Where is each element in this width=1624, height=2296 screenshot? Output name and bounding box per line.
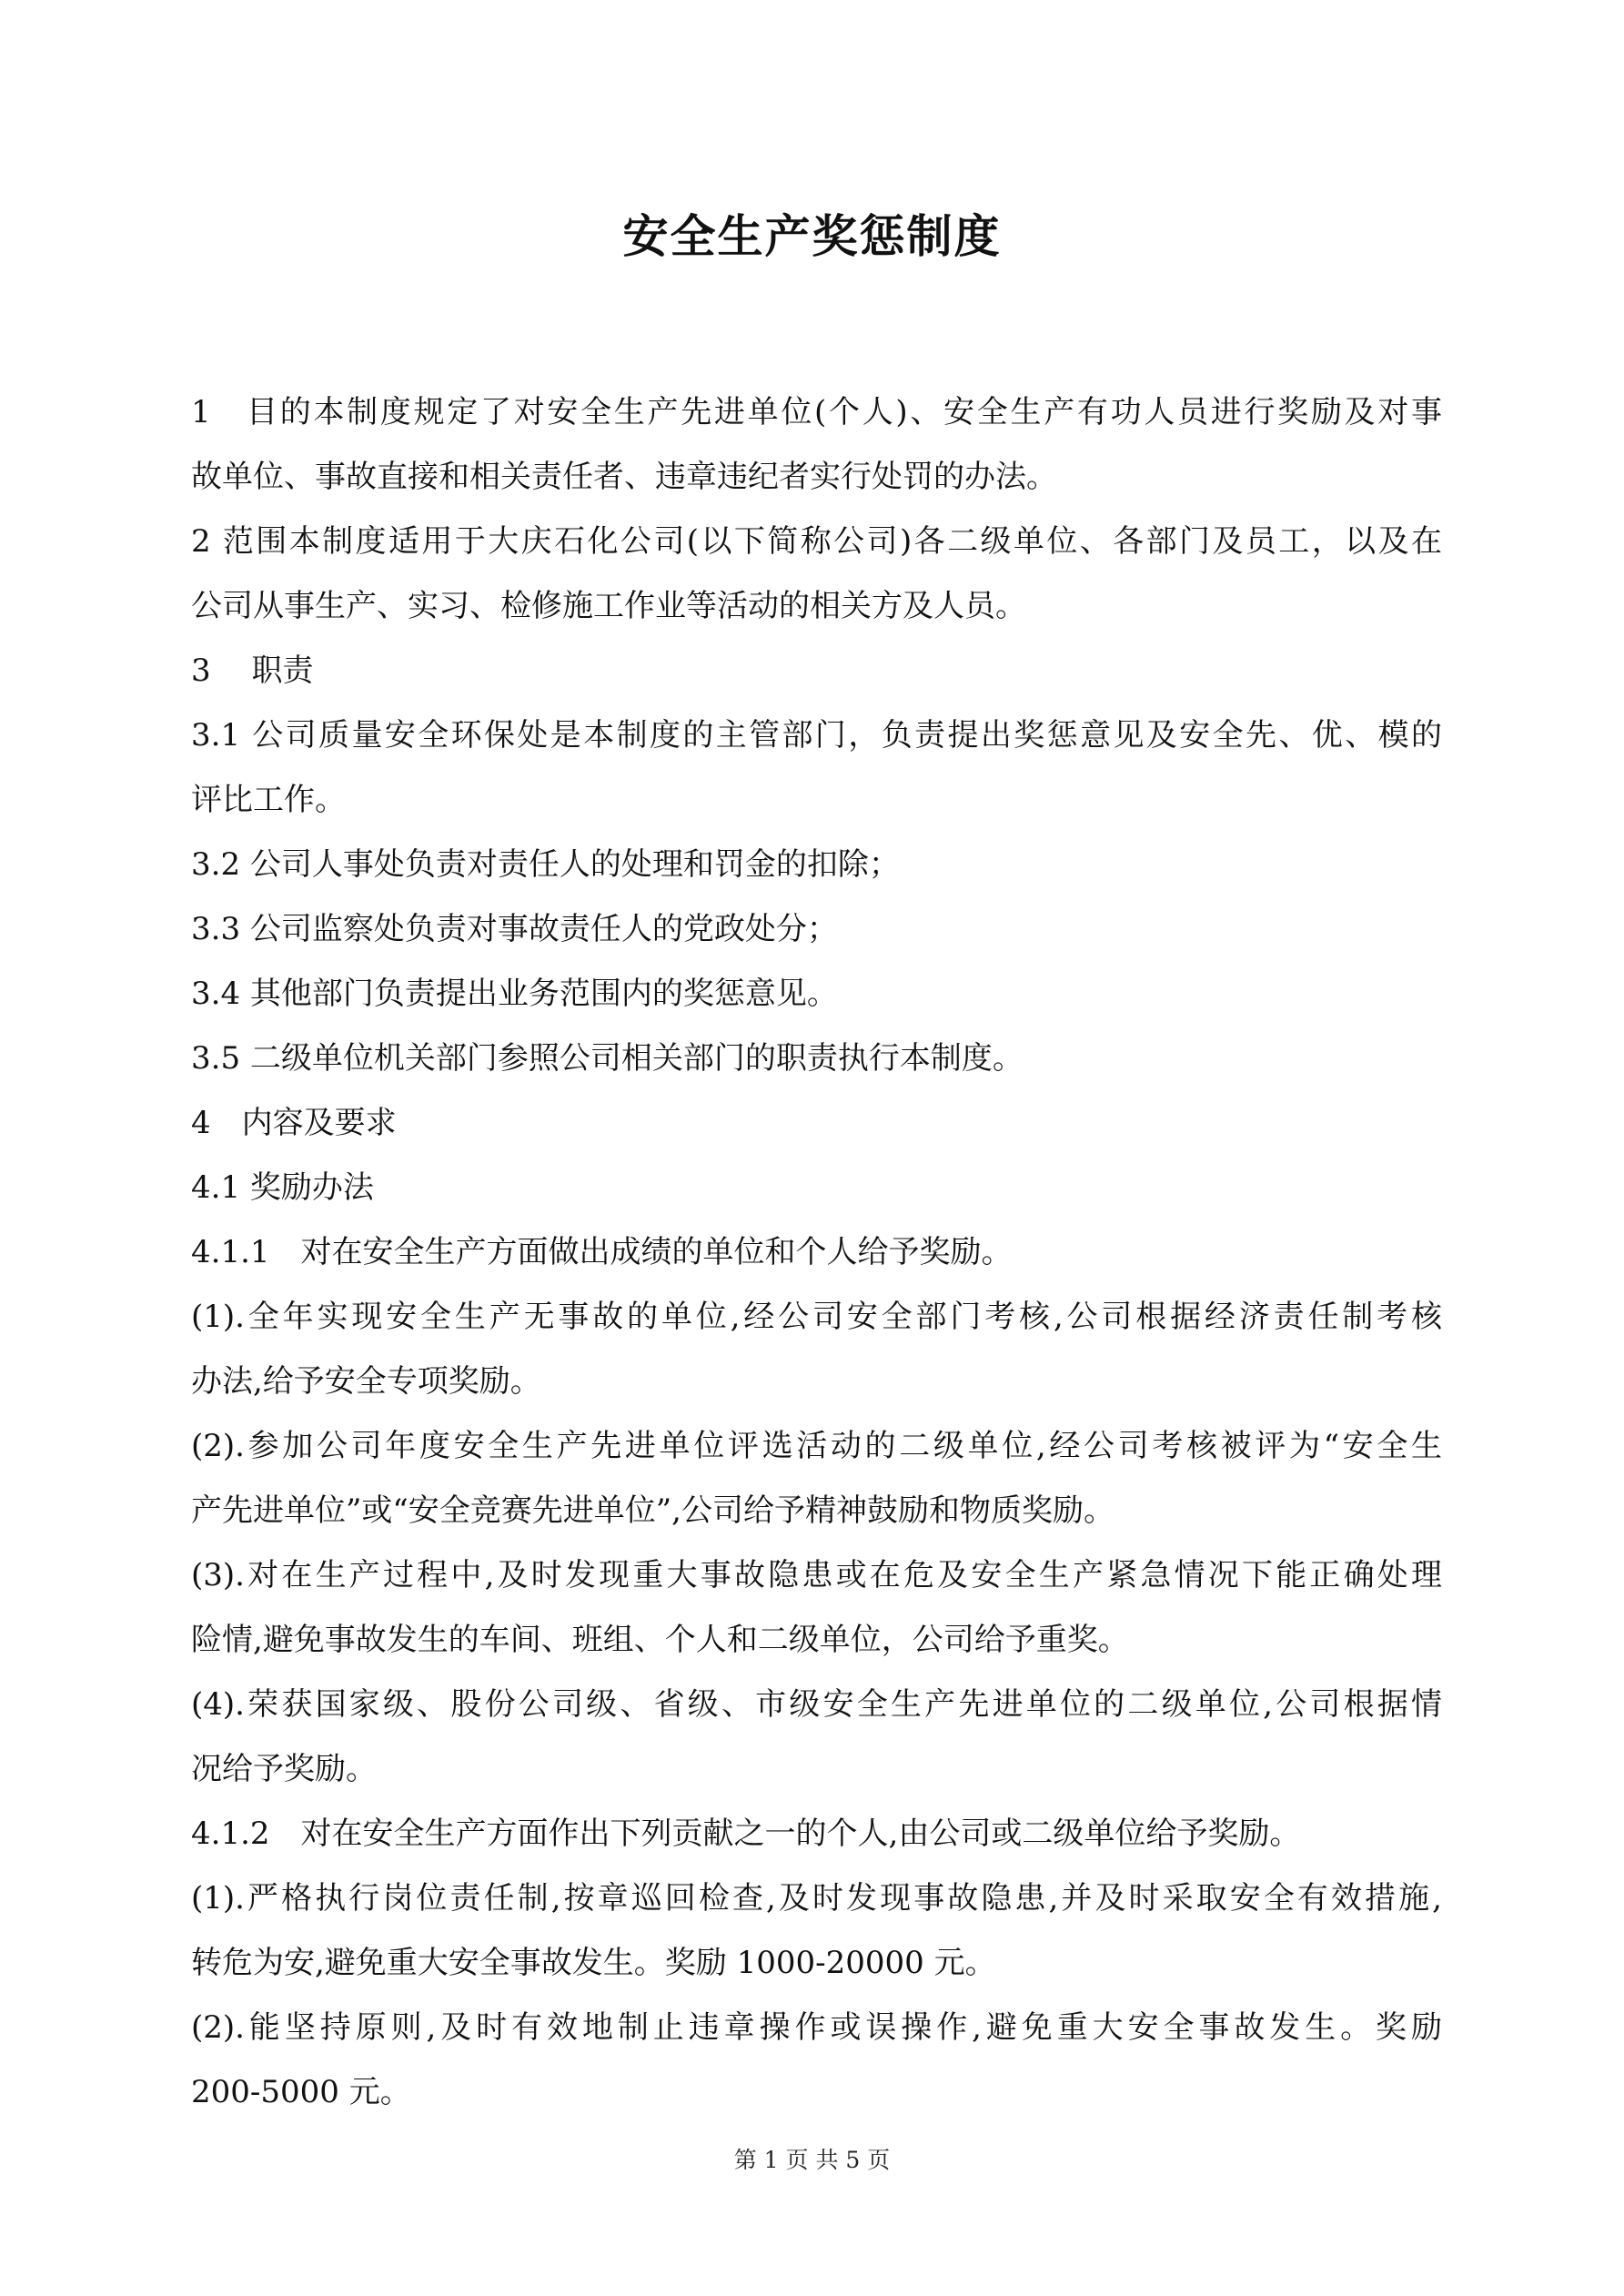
paragraph-line: 200-5000 元。	[191, 2074, 411, 2110]
paragraph-line: 产先进单位”或“安全竞赛先进单位”,公司给予精神鼓励和物质奖励。	[191, 1492, 1115, 1529]
page-number-footer: 第 1 页 共 5 页	[733, 2147, 891, 2173]
paragraph-line: 办法,给予安全专项奖励。	[191, 1363, 541, 1400]
paragraph-line: 3.3 公司监察处负责对事故责任人的党政处分；	[191, 911, 838, 947]
paragraph-line: 公司从事生产、实习、检修施工作业等活动的相关方及人员。	[191, 588, 1026, 624]
paragraph-line: 3.4 其他部门负责提出业务范围内的奖惩意见。	[191, 976, 838, 1012]
paragraph-line: 转危为安,避免重大安全事故发生。奖励 1000-20000 元。	[191, 1945, 996, 1981]
paragraph-line: 3.5 二级单位机关部门参照公司相关部门的职责执行本制度。	[191, 1040, 1024, 1077]
paragraph-line: (2).能坚持原则,及时有效地制止违章操作或误操作,避免重大安全事故发生。奖励	[191, 2009, 1442, 2046]
paragraph-line: 故单位、事故直接和相关责任者、违章违纪者实行处罚的办法。	[191, 459, 1057, 495]
paragraph-line: 3.2 公司人事处负责对责任人的处理和罚金的扣除；	[191, 846, 900, 883]
paragraph-line: (4).荣获国家级、股份公司级、省级、市级安全生产先进单位的二级单位,公司根据情	[191, 1686, 1442, 1723]
subsection-heading: 4.1 奖励办法	[191, 1169, 374, 1206]
document-body	[191, 380, 1442, 2125]
paragraph-line: (1).全年实现安全生产无事故的单位,经公司安全部门考核,公司根据经济责任制考核	[191, 1299, 1442, 1335]
paragraph-line: 况给予奖励。	[191, 1751, 377, 1787]
paragraph-line: 评比工作。	[191, 782, 346, 818]
paragraph-line: (3).对在生产过程中,及时发现重大事故隐患或在危及安全生产紧急情况下能正确处理	[191, 1557, 1442, 1593]
paragraph-line: (1).严格执行岗位责任制,按章巡回检查,及时发现事故隐患,并及时采取安全有效措施,	[191, 1880, 1442, 1917]
paragraph-line: 3.1 公司质量安全环保处是本制度的主管部门，负责提出奖惩意见及安全先、优、模的	[191, 717, 1442, 754]
paragraph-line: 2 范围本制度适用于大庆石化公司(以下简称公司)各二级单位、各部门及员工，以及在	[191, 523, 1442, 560]
paragraph-line: 险情,避免事故发生的车间、班组、个人和二级单位，公司给予重奖。	[191, 1622, 1129, 1658]
section-heading: 4 内容及要求	[191, 1105, 397, 1141]
paragraph-line: 4.1.1 对在安全生产方面做出成绩的单位和个人给予奖励。	[191, 1234, 1013, 1270]
document-title: 安全生产奖惩制度	[622, 209, 1002, 263]
paragraph-line: (2).参加公司年度安全生产先进单位评选活动的二级单位,经公司考核被评为“安全生	[191, 1428, 1442, 1464]
section-heading: 3 职责	[191, 652, 314, 689]
paragraph-line: 1 目的本制度规定了对安全生产先进单位(个人)、安全生产有功人员进行奖励及对事	[191, 394, 1442, 430]
paragraph-line: 4.1.2 对在安全生产方面作出下列贡献之一的个人,由公司或二级单位给予奖励。	[191, 1816, 1301, 1852]
